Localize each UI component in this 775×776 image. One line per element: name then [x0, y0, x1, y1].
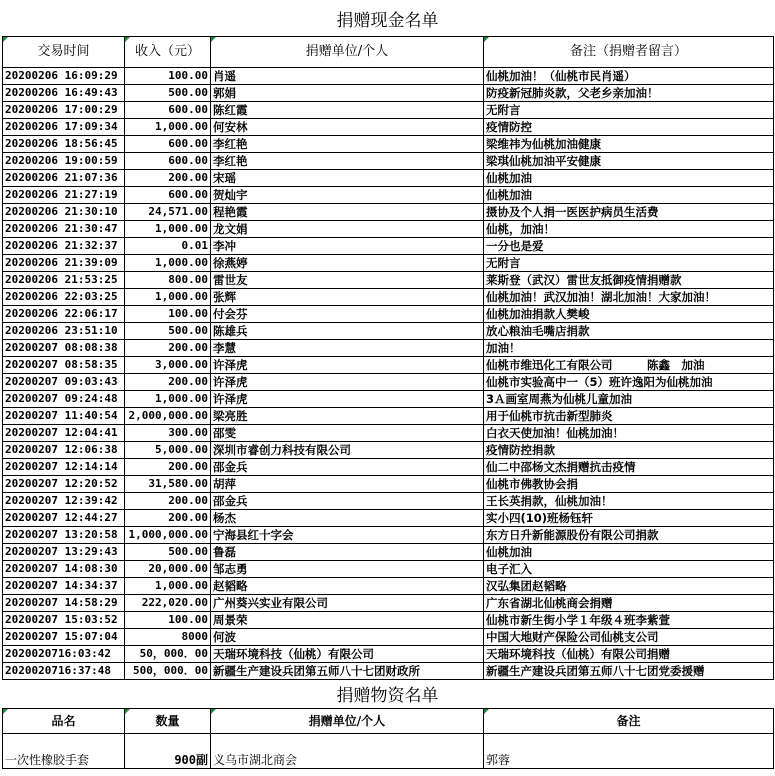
table-row: [3, 272, 774, 289]
note-cell[interactable]: 3Ａ画室周燕为仙桃儿童加油: [484, 391, 774, 408]
table-row: [3, 527, 774, 544]
column-header[interactable]: 收入（元）: [125, 37, 211, 68]
note-cell[interactable]: 仙桃加油！武汉加油！湖北加油！大家加油！: [484, 289, 774, 306]
note-cell[interactable]: 一分也是爱: [484, 238, 774, 255]
amount-cell[interactable]: 100.00: [125, 68, 211, 85]
time-cell[interactable]: 20200207 12:44:27: [3, 510, 125, 527]
table-row: [3, 153, 774, 170]
donor-cell[interactable]: 天瑞环境科技（仙桃）有限公司: [211, 646, 484, 663]
amount-cell[interactable]: 200.00: [125, 340, 211, 357]
table-row: [3, 289, 774, 306]
note-cell[interactable]: 莱斯登（武汉）雷世友抵御疫情捐赠款: [484, 272, 774, 289]
amount-cell[interactable]: 5,000.00: [125, 442, 211, 459]
column-header[interactable]: 数量: [125, 709, 211, 734]
time-cell[interactable]: 20200206 16:09:29: [3, 68, 125, 85]
donor-cell[interactable]: 陈雄兵: [211, 323, 484, 340]
amount-cell[interactable]: 2,000,000.00: [125, 408, 211, 425]
goods-header-row: [3, 709, 774, 734]
cell-note-marker: [484, 709, 489, 714]
donor-cell[interactable]: 李冲: [211, 238, 484, 255]
time-cell[interactable]: 20200207 12:39:42: [3, 493, 125, 510]
table-row: [3, 306, 774, 323]
amount-cell[interactable]: 200.00: [125, 493, 211, 510]
donor-cell[interactable]: 李红艳: [211, 136, 484, 153]
time-cell[interactable]: 20200207 08:58:35: [3, 357, 125, 374]
donor-cell[interactable]: 邵金兵: [211, 493, 484, 510]
amount-cell[interactable]: 1,000.00: [125, 289, 211, 306]
time-cell[interactable]: 20200207 09:03:43: [3, 374, 125, 391]
goods-donation-table: [2, 708, 774, 769]
time-cell[interactable]: 20200206 23:51:10: [3, 323, 125, 340]
table-row: [3, 408, 774, 425]
table-row: [3, 340, 774, 357]
amount-cell[interactable]: 500.00: [125, 85, 211, 102]
quantity-cell[interactable]: 900副: [125, 734, 211, 769]
cell-note-marker: [3, 709, 8, 714]
amount-cell[interactable]: 200.00: [125, 374, 211, 391]
time-cell[interactable]: 20200206 21:07:36: [3, 170, 125, 187]
time-cell[interactable]: 20200207 11:40:54: [3, 408, 125, 425]
table-row: [3, 119, 774, 136]
table-row: [3, 578, 774, 595]
time-cell[interactable]: 20200207 13:29:43: [3, 544, 125, 561]
note-cell[interactable]: 梁琪仙桃加油平安健康: [484, 153, 774, 170]
table-row: [3, 238, 774, 255]
time-cell[interactable]: 20200206 21:39:09: [3, 255, 125, 272]
note-cell[interactable]: 天瑞环境科技（仙桃）有限公司捐赠: [484, 646, 774, 663]
amount-cell[interactable]: 100.00: [125, 306, 211, 323]
cell-note-marker: [3, 37, 8, 42]
note-cell[interactable]: 仙桃加油捐款人樊峻: [484, 306, 774, 323]
time-cell[interactable]: 20200206 16:49:43: [3, 85, 125, 102]
time-cell[interactable]: 20200206 21:27:19: [3, 187, 125, 204]
time-cell[interactable]: 20200206 17:09:34: [3, 119, 125, 136]
time-cell[interactable]: 20200206 21:30:47: [3, 221, 125, 238]
table-row: [3, 493, 774, 510]
note-cell[interactable]: 放心粮油毛嘴店捐款: [484, 323, 774, 340]
cash-donation-table: [2, 36, 774, 680]
donor-cell[interactable]: 邵雯: [211, 425, 484, 442]
cell-note-marker: [125, 37, 130, 42]
table-row: [3, 595, 774, 612]
cell-note-marker: [211, 37, 216, 42]
time-cell[interactable]: 20200207 13:20:58: [3, 527, 125, 544]
time-cell[interactable]: 20200207 15:07:04: [3, 629, 125, 646]
donor-cell[interactable]: 邹志勇: [211, 561, 484, 578]
note-cell[interactable]: 中国大地财产保险公司仙桃支公司: [484, 629, 774, 646]
time-cell[interactable]: 20200206 22:06:17: [3, 306, 125, 323]
note-cell[interactable]: 仙桃加油: [484, 170, 774, 187]
note-cell[interactable]: 实小四(10)班杨钰轩: [484, 510, 774, 527]
note-cell[interactable]: 梁维祎为仙桃加油健康: [484, 136, 774, 153]
amount-cell[interactable]: 100.00: [125, 612, 211, 629]
amount-cell[interactable]: 600.00: [125, 136, 211, 153]
amount-cell[interactable]: 200.00: [125, 459, 211, 476]
donor-cell[interactable]: 胡萍: [211, 476, 484, 493]
table-row: [3, 323, 774, 340]
donor-cell[interactable]: 雷世友: [211, 272, 484, 289]
time-cell[interactable]: 20200207 12:14:14: [3, 459, 125, 476]
note-cell[interactable]: 王长英捐款，仙桃加油！: [484, 493, 774, 510]
time-cell[interactable]: 20200206 22:03:25: [3, 289, 125, 306]
table-row: [3, 374, 774, 391]
column-header[interactable]: 捐赠单位/个人: [211, 37, 484, 68]
table-row: [3, 734, 774, 769]
donor-cell[interactable]: 许泽虎: [211, 391, 484, 408]
goods-list-title: 捐赠物资名单: [336, 686, 439, 706]
table-row: [3, 629, 774, 646]
note-cell[interactable]: 仙桃市新生街小学１年级４班李紫萱: [484, 612, 774, 629]
donor-cell[interactable]: 贺灿宇: [211, 187, 484, 204]
donor-cell[interactable]: 宋瑶: [211, 170, 484, 187]
donor-cell[interactable]: 邵金兵: [211, 459, 484, 476]
table-row: [3, 442, 774, 459]
table-row: [3, 459, 774, 476]
note-cell[interactable]: 仙桃加油: [484, 544, 774, 561]
amount-cell[interactable]: 600.00: [125, 102, 211, 119]
note-cell[interactable]: 汉弘集团赵韬略: [484, 578, 774, 595]
amount-cell[interactable]: 1,000,000.00: [125, 527, 211, 544]
time-cell[interactable]: 20200206 21:32:37: [3, 238, 125, 255]
amount-cell[interactable]: 600.00: [125, 153, 211, 170]
amount-cell[interactable]: 24,571.00: [125, 204, 211, 221]
time-cell[interactable]: 20200206 18:56:45: [3, 136, 125, 153]
donor-cell[interactable]: 深圳市睿创力科技有限公司: [211, 442, 484, 459]
note-cell[interactable]: 仙桃市维迅化工有限公司 陈鑫 加油: [484, 357, 774, 374]
note-cell[interactable]: 仙桃，加油！: [484, 221, 774, 238]
item-name-cell[interactable]: 一次性橡胶手套: [3, 734, 125, 769]
table-row: [3, 136, 774, 153]
note-cell[interactable]: 加油！: [484, 340, 774, 357]
column-header[interactable]: 捐赠单位/个人: [211, 709, 484, 734]
donor-cell[interactable]: 徐燕婷: [211, 255, 484, 272]
cell-note-marker: [484, 37, 489, 42]
amount-cell[interactable]: 8000: [125, 629, 211, 646]
donor-cell[interactable]: 许泽虎: [211, 374, 484, 391]
donor-cell[interactable]: 李红艳: [211, 153, 484, 170]
donor-cell[interactable]: 广州葵兴实业有限公司: [211, 595, 484, 612]
amount-cell[interactable]: 800.00: [125, 272, 211, 289]
donor-cell[interactable]: 程艳霞: [211, 204, 484, 221]
amount-cell[interactable]: 600.00: [125, 187, 211, 204]
amount-cell[interactable]: 200.00: [125, 510, 211, 527]
table-row: [3, 102, 774, 119]
donor-cell[interactable]: 赵韬略: [211, 578, 484, 595]
donor-cell[interactable]: 何安林: [211, 119, 484, 136]
note-cell[interactable]: 用于仙桃市抗击新型肺炎: [484, 408, 774, 425]
cash-header-row: [3, 37, 774, 68]
note-cell[interactable]: 无附言: [484, 255, 774, 272]
table-row: [3, 170, 774, 187]
time-cell[interactable]: 20200207 14:58:29: [3, 595, 125, 612]
amount-cell[interactable]: 31,580.00: [125, 476, 211, 493]
note-cell[interactable]: 白衣天使加油！仙桃加油！: [484, 425, 774, 442]
amount-cell[interactable]: 1,000.00: [125, 221, 211, 238]
time-cell[interactable]: 2020020716:37:48: [3, 663, 125, 680]
amount-cell[interactable]: 500.00: [125, 323, 211, 340]
column-header[interactable]: 备注（捐赠者留言）: [484, 37, 774, 68]
amount-cell[interactable]: 500.00: [125, 544, 211, 561]
table-row: [3, 255, 774, 272]
time-cell[interactable]: 20200207 12:20:52: [3, 476, 125, 493]
time-cell[interactable]: 20200206 19:00:59: [3, 153, 125, 170]
amount-cell[interactable]: 222,020.00: [125, 595, 211, 612]
amount-cell[interactable]: 20,000.00: [125, 561, 211, 578]
time-cell[interactable]: 20200207 08:08:38: [3, 340, 125, 357]
amount-cell[interactable]: 300.00: [125, 425, 211, 442]
time-cell[interactable]: 20200206 21:30:10: [3, 204, 125, 221]
table-row: [3, 612, 774, 629]
cell-note-marker: [211, 709, 216, 714]
donor-cell[interactable]: 义乌市湖北商会: [211, 734, 484, 769]
donor-cell[interactable]: 张辉: [211, 289, 484, 306]
table-row: [3, 357, 774, 374]
time-cell[interactable]: 20200207 12:06:38: [3, 442, 125, 459]
amount-cell[interactable]: 3,000.00: [125, 357, 211, 374]
amount-cell[interactable]: 1,000.00: [125, 119, 211, 136]
table-row: [3, 391, 774, 408]
amount-cell[interactable]: 1,000.00: [125, 255, 211, 272]
cell-note-marker: [125, 709, 130, 714]
note-cell[interactable]: 仙二中邵杨文杰捐赠抗击疫情: [484, 459, 774, 476]
note-cell[interactable]: 仙桃市实验高中一（5）班许逸阳为仙桃加油: [484, 374, 774, 391]
column-header[interactable]: 备注: [484, 709, 774, 734]
note-cell[interactable]: 疫情防控捐款: [484, 442, 774, 459]
table-row: [3, 663, 774, 680]
time-cell[interactable]: 20200207 14:08:30: [3, 561, 125, 578]
note-cell[interactable]: 仙桃加油！（仙桃市民肖遥）: [484, 68, 774, 85]
time-cell[interactable]: 20200207 12:04:41: [3, 425, 125, 442]
note-cell[interactable]: 新疆生产建设兵团第五师八十七团党委援赠: [484, 663, 774, 680]
table-row: [3, 544, 774, 561]
time-cell[interactable]: 2020020716:03:42: [3, 646, 125, 663]
note-cell[interactable]: 无附言: [484, 102, 774, 119]
time-cell[interactable]: 20200206 21:53:25: [3, 272, 125, 289]
donor-cell[interactable]: 陈红霞: [211, 102, 484, 119]
donor-cell[interactable]: 宁海县红十字会: [211, 527, 484, 544]
donor-cell[interactable]: 许泽虎: [211, 357, 484, 374]
amount-cell[interactable]: 200.00: [125, 170, 211, 187]
table-row: [3, 510, 774, 527]
donor-cell[interactable]: 郭娟: [211, 85, 484, 102]
donor-cell[interactable]: 李慧: [211, 340, 484, 357]
donor-cell[interactable]: 肖遥: [211, 68, 484, 85]
table-row: [3, 85, 774, 102]
time-cell[interactable]: 20200206 17:00:29: [3, 102, 125, 119]
donor-cell[interactable]: 杨杰: [211, 510, 484, 527]
note-cell[interactable]: 摄协及个人捐一医医护病员生活费: [484, 204, 774, 221]
note-cell[interactable]: 郭蓉: [484, 734, 774, 769]
table-row: [3, 646, 774, 663]
note-cell[interactable]: 疫情防控: [484, 119, 774, 136]
table-row: [3, 476, 774, 493]
donor-cell[interactable]: 鲁磊: [211, 544, 484, 561]
table-row: [3, 561, 774, 578]
note-cell[interactable]: 仙桃加油: [484, 187, 774, 204]
time-cell[interactable]: 20200207 14:34:37: [3, 578, 125, 595]
note-cell[interactable]: 电子汇入: [484, 561, 774, 578]
table-row: [3, 187, 774, 204]
time-cell[interactable]: 20200207 09:24:48: [3, 391, 125, 408]
donor-cell[interactable]: 何波: [211, 629, 484, 646]
amount-cell[interactable]: 0.01: [125, 238, 211, 255]
amount-cell[interactable]: 1,000.00: [125, 391, 211, 408]
donor-cell[interactable]: 周景荣: [211, 612, 484, 629]
donor-cell[interactable]: 付会芬: [211, 306, 484, 323]
note-cell[interactable]: 仙桃市佛教协会捐: [484, 476, 774, 493]
note-cell[interactable]: 东方日升新能源股份有限公司捐款: [484, 527, 774, 544]
table-row: [3, 425, 774, 442]
column-header[interactable]: 交易时间: [3, 37, 125, 68]
column-header[interactable]: 品名: [3, 709, 125, 734]
amount-cell[interactable]: 50，000．00: [125, 646, 211, 663]
amount-cell[interactable]: 1,000.00: [125, 578, 211, 595]
donor-cell[interactable]: 新疆生产建设兵团第五师八十七团财政所: [211, 663, 484, 680]
cash-list-title: 捐赠现金名单: [336, 11, 439, 31]
donor-cell[interactable]: 梁亮胜: [211, 408, 484, 425]
table-row: [3, 221, 774, 238]
note-cell[interactable]: 广东省湖北仙桃商会捐赠: [484, 595, 774, 612]
amount-cell[interactable]: 500，000．00: [125, 663, 211, 680]
table-row: [3, 204, 774, 221]
time-cell[interactable]: 20200207 15:03:52: [3, 612, 125, 629]
table-row: [3, 68, 774, 85]
donor-cell[interactable]: 龙文娟: [211, 221, 484, 238]
note-cell[interactable]: 防疫新冠肺炎款，父老乡亲加油！: [484, 85, 774, 102]
